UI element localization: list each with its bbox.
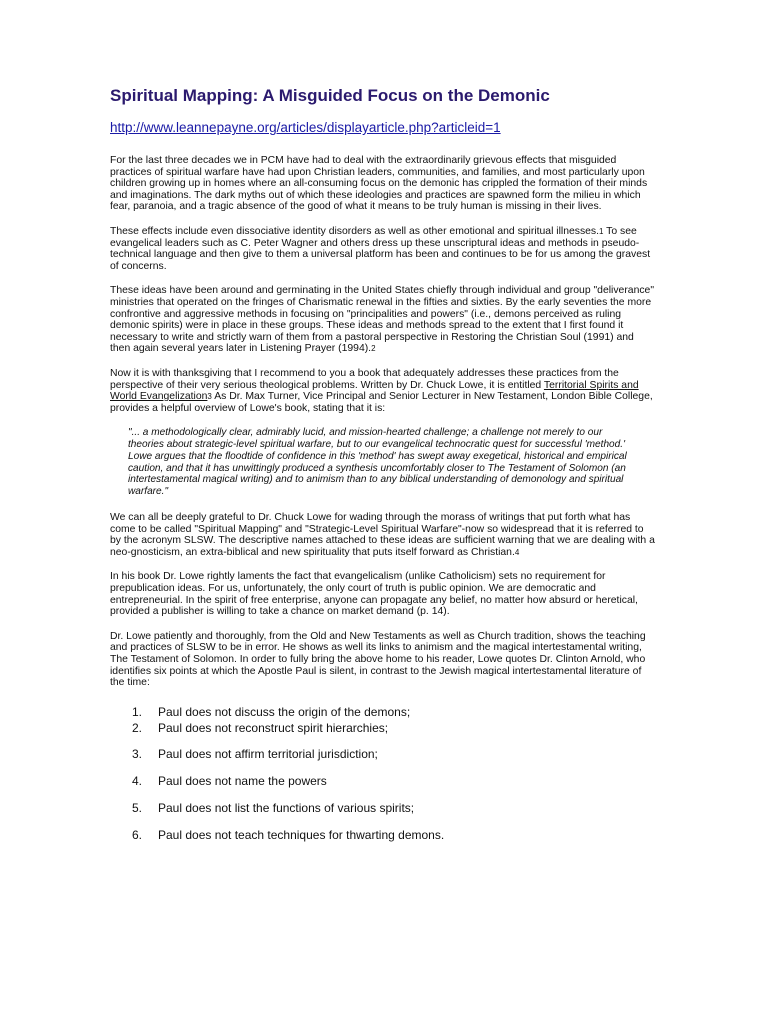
paragraph-5 xyxy=(110,512,656,558)
article xyxy=(110,86,656,842)
list-item-number: 4. xyxy=(132,773,143,788)
list-item-text: Paul does not reconstruct spirit hierarchies; xyxy=(158,720,389,735)
list-item-number: 2. xyxy=(132,720,143,735)
paragraph-3 xyxy=(110,285,656,355)
list-item-number: 3. xyxy=(132,746,143,761)
paragraph-3-text: These ideas have been around and germinating in the United States chiefly through individual and group "deliverance" ministries that operated on the fringes of Charismatic renewal in the fifties and sixties. By the early seventies the more confrontive and aggressive methods in focusing on "principalities and powers" (i.e., demons perceived as ruling demonic spirits) were in place in these groups. These ideas and methods spread to the extent that I first found it necessary to write and strictly warn of them from a pastoral perspective in Restoring the Christian Soul (1991) and then again several years later in Listening Prayer (1994). xyxy=(110,285,655,355)
points-list xyxy=(110,705,656,842)
list-item-text: Paul does not list the functions of various spirits; xyxy=(158,800,415,815)
article-title: Spiritual Mapping: A Misguided Focus on the Demonic xyxy=(110,86,550,105)
paragraph-4 xyxy=(110,368,656,414)
footnote-marker-2: 2 xyxy=(371,344,376,354)
paragraph-2-text-a: These effects include even dissociative identity disorders as well as other emotional and spiritual illnesses. xyxy=(110,225,599,237)
article-url-link[interactable]: http://www.leannepayne.org/articles/displayarticle.php?articleid=1 xyxy=(110,120,501,135)
list-item xyxy=(110,801,656,815)
paragraph-2 xyxy=(110,226,656,272)
list-item-number: 5. xyxy=(132,800,143,815)
list-item xyxy=(110,747,656,761)
paragraph-5-text: We can all be deeply grateful to Dr. Chuck Lowe for wading through the morass of writings that put forth what has come to be called "Spiritual Mapping" and "Strategic-Level Spiritual Warfare"-now so widespread that it is referred to by the acronym SLSW. The descriptive names attached to these ideas are sufficient warning that we are dealing with a neo-gnosticism, an extra-biblical and new spirituality that puts itself forward as Christian. xyxy=(110,512,655,558)
list-item-text: Paul does not affirm territorial jurisdiction; xyxy=(158,746,378,761)
paragraph-1: For the last three decades we in PCM have had to deal with the extraordinarily grievous effects that misguided practices of spiritual warfare have had upon Christian leaders, communities, and families, and most particularly upon children growing up in homes where an all-consuming focus on the demonic has crippled the formation of their minds and imaginations. The dark myths out of which these ideologies and practices are spawned form the milieu in which fear, paranoia, and a tragic absence of the good of what it means to be truly human is missing in their lives. xyxy=(110,155,648,213)
paragraph-6: In his book Dr. Lowe rightly laments the fact that evangelicalism (unlike Catholicism) sets no requirement for prepublication ideas. For us, unfortunately, the only court of truth is public opinion. We are democratic and entrepreneurial. In the spirit of free enterprise, anyone can propagate any belief, no matter how absurd or heretical, provided a publisher is willing to take a chance on market demand (p. 14). xyxy=(110,571,638,618)
footnote-marker-1: 1 xyxy=(599,226,604,236)
list-item-text: Paul does not name the powers xyxy=(158,773,327,788)
list-item-number: 6. xyxy=(132,827,143,842)
paragraph-7: Dr. Lowe patiently and thoroughly, from the Old and New Testaments as well as Church tradition, shows the teaching and practices of SLSW to be in error. He shows as well its links to animism and the magical intertestamental writing, The Testament of Solomon. In order to fully bring the above home to his reader, Lowe quotes Dr. Clinton Arnold, who identifies six points at which the Apostle Paul is silent, in contrast to the Jewish magical intertestamental literature of the time: xyxy=(110,630,646,689)
footnote-marker-3: 3 xyxy=(207,392,212,402)
paragraph-4-text-a: Now it is with thanksgiving that I recommend to you a book that adequately addresses these practices from the perspective of their very serious theological problems. Written by Dr. Chuck Lowe, it is entitled xyxy=(110,367,619,391)
list-item xyxy=(110,705,656,719)
list-item-text: Paul does not teach techniques for thwarting demons. xyxy=(158,827,445,842)
list-item xyxy=(110,721,656,735)
book-title: Territorial Spirits and World Evangelization xyxy=(110,379,639,403)
paragraph-2-text-b: To see evangelical leaders such as C. Peter Wagner and others dress up these unscriptural ideas and methods in pseudo-technical language and then give to them a universal platform has been and continues to be for us among the gravest of concerns. xyxy=(110,225,651,272)
paragraph-4-text-b: As Dr. Max Turner, Vice Principal and Senior Lecturer in New Testament, London Bible College, provides a helpful overview of Lowe's book, stating that it is: xyxy=(110,391,653,414)
list-item xyxy=(110,774,656,788)
list-item-number: 1. xyxy=(132,704,143,719)
footnote-marker-4: 4 xyxy=(514,547,520,557)
list-item xyxy=(110,828,656,842)
list-item-text: Paul does not discuss the origin of the demons; xyxy=(158,704,411,719)
block-quote: "... a methodologically clear, admirably lucid, and mission-hearted challenge; a challenge not merely to our theories about strategic-level spiritual warfare, but to our evangelical technocratic quest for successful 'method.' Lowe argues that the floodtide of confidence in this 'method' has swept away exegetical, historical and empirical caution, and that it has unwittingly produced a synthesis uncomfortably closer to The Testament of Solomon (an intertestamental magical writing) and to animism than to any biblical understanding of demonology and spiritual warfare." xyxy=(128,427,627,498)
